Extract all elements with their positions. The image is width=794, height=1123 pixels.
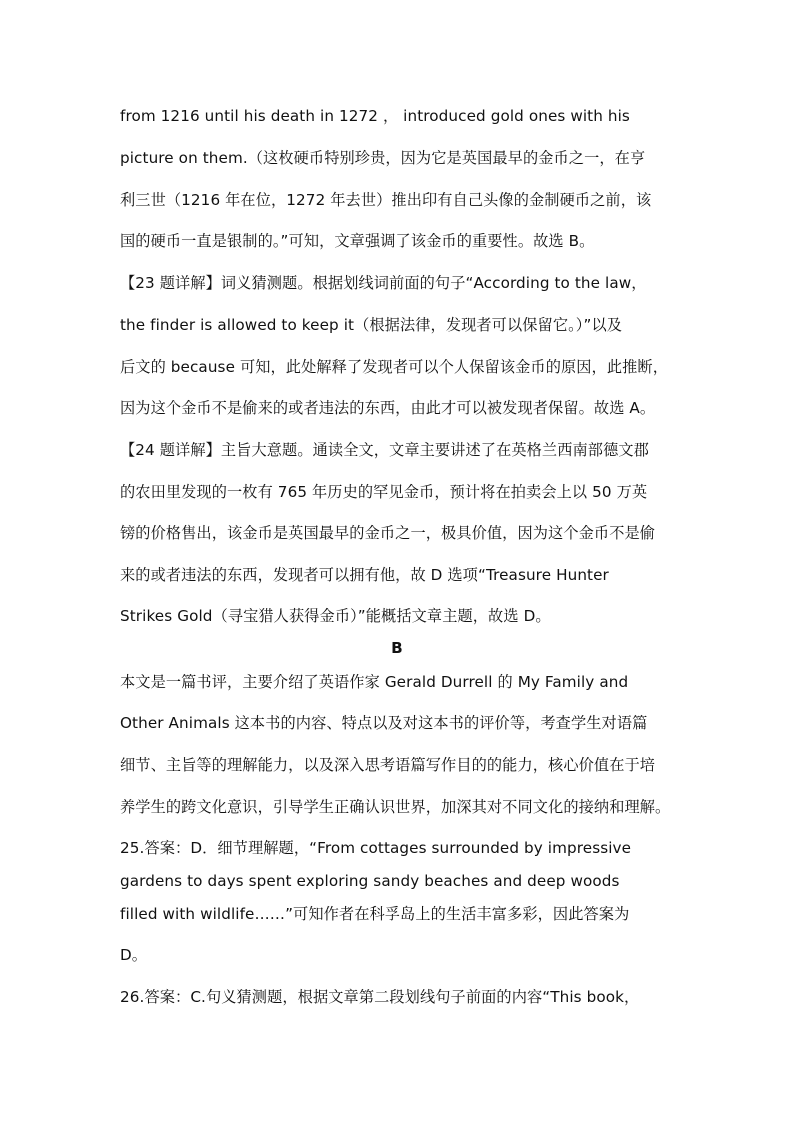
text-line: 的农田里发现的一枚有 765 年历史的罕见金币，预计将在拍卖会上以 50 万英 [120, 483, 648, 501]
text-line: 本文是一篇书评，主要介绍了英语作家 Gerald Durrell 的 My Family and [120, 673, 629, 691]
text-line: Strikes Gold（寻宝猎人获得金币）”能概括文章主题，故选 D。 [120, 607, 551, 625]
text-line: the finder is allowed to keep it（根据法律，发现者可以保留它。）”以及 [120, 316, 623, 334]
text-line: 利三世（1216 年在位，1272 年去世）推出印有自己头像的金制硬币之前，该 [120, 191, 652, 209]
text-line: from 1216 until his death in 1272 ， introduced gold ones with his [120, 107, 630, 125]
text-line: 【23 题详解】词义猜测题。根据划线词前面的句子“According to the law， [120, 274, 647, 292]
text-line: 因为这个金币不是偷来的或者违法的东西，由此才可以被发现者保留。故选 A。 [120, 399, 656, 417]
text-line: 国的硬币一直是银制的。”可知，文章强调了该金币的重要性。故选 B。 [120, 232, 595, 250]
text-line: 后文的 because 可知，此处解释了发现者可以个人保留该金币的原因，此推断， [120, 358, 668, 376]
section-heading: B [391, 639, 403, 657]
text-line: filled with wildlife……”可知作者在科孚岛上的生活丰富多彩，因此答案为 [120, 905, 630, 923]
text-line: 细节、主旨等的理解能力，以及深入思考语篇写作目的的能力，核心价值在于培 [120, 756, 656, 774]
text-line: 【24 题详解】主旨大意题。通读全文，文章主要讲述了在英格兰西南部德文郡 [120, 441, 649, 459]
text-line: 镑的价格售出，该金币是英国最早的金币之一，极具价值，因为这个金币不是偷 [120, 524, 656, 542]
text-line: 来的或者违法的东西，发现者可以拥有他，故 D 选项“Treasure Hunter [120, 566, 609, 584]
text-line: picture on them.（这枚硬币特别珍贵，因为它是英国最早的金币之一，在亨 [120, 149, 646, 167]
text-line: 养学生的跨文化意识，引导学生正确认识世界，加深其对不同文化的接纳和理解。 [120, 798, 671, 816]
text-line: gardens to days spent exploring sandy beaches and deep woods [120, 872, 620, 890]
text-line: D。 [120, 946, 148, 964]
text-line: Other Animals 这本书的内容、特点以及对这本书的评价等，考查学生对语篇 [120, 714, 648, 732]
text-line: 25.答案：D．细节理解题，“From cottages surrounded by impressive [120, 839, 632, 857]
text-line: 26.答案：C.句义猜测题，根据文章第二段划线句子前面的内容“This book， [120, 988, 640, 1006]
